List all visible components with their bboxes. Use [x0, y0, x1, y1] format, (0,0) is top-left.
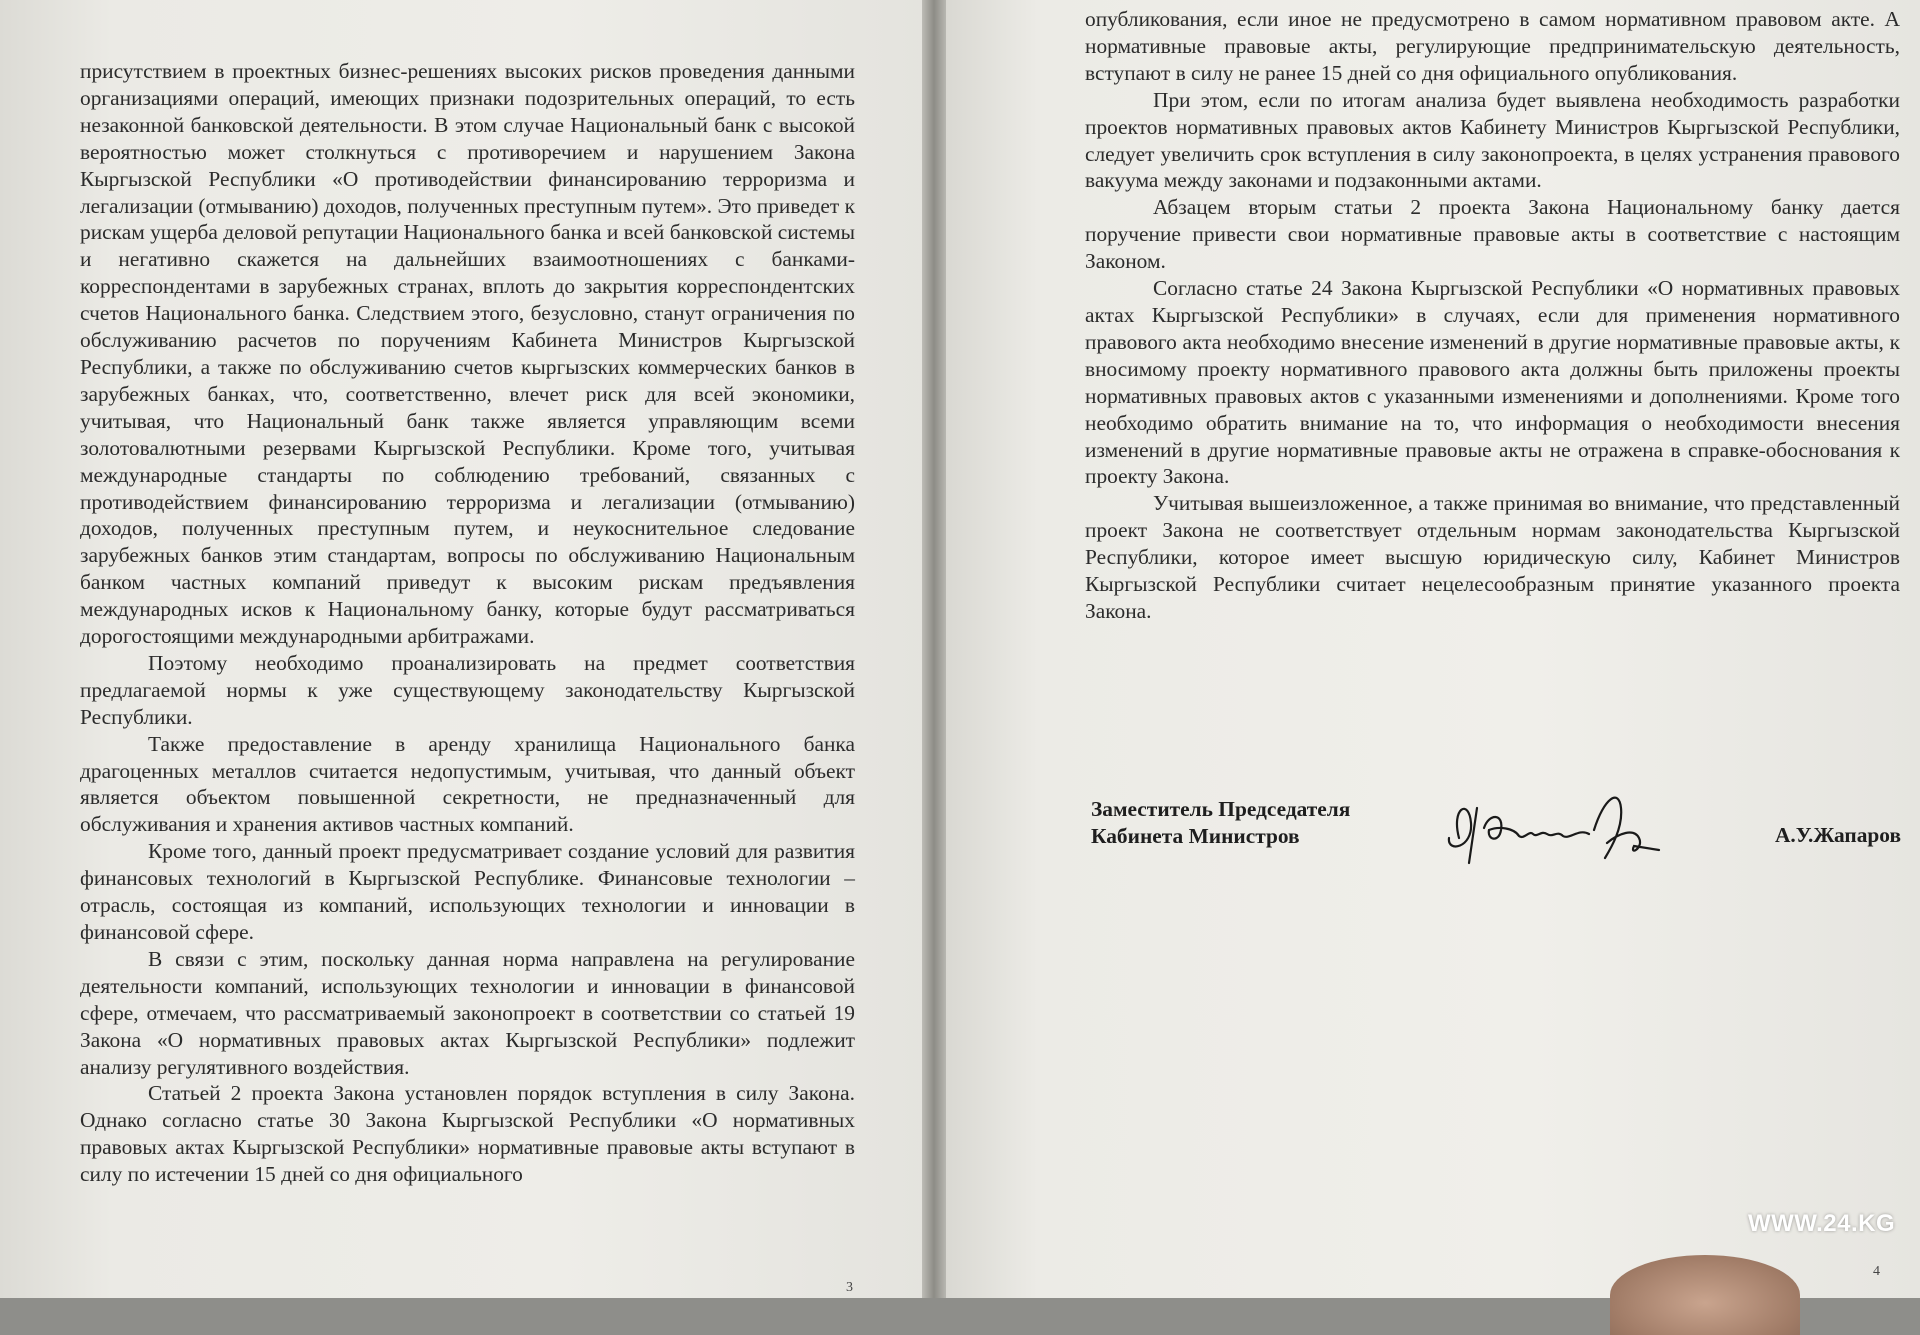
paragraph: Абзацем вторым статьи 2 проекта Закона Национальному банку дается поручение привести свои нормативные правовые акты в соответствие с настоящим Законом.: [1085, 195, 1900, 274]
paragraph: Также предоставление в аренду хранилища Национального банка драгоценных металлов считается недопустимым, учитывая, что данный объект является объектом повышенной секретности, не предназначенный для обслуживания и хранения активов частных компаний.: [80, 731, 855, 837]
signatory-title: [1091, 796, 1350, 850]
finger-overlay: [1610, 1255, 1800, 1335]
paragraph: опубликования, если иное не предусмотрено в самом нормативном правовом акте. А нормативные правовые акты, регулирующие предпринимательскую деятельность, вступают в силу не ранее 15 дней со дня официального опубликования.: [1085, 7, 1900, 85]
paragraph: В связи с этим, поскольку данная норма направлена на регулирование деятельности компаний, использующих технологии и инновации в финансовой сфере, отмечаем, что рассматриваемый законопроект в соответствии со статьей 19 Закона «О нормативных правовых актах Кыргызской Республики» подлежит анализу регулятивного воздействия.: [80, 946, 855, 1079]
watermark-logo: WWW.24.KG: [1748, 1210, 1896, 1237]
paragraph: При этом, если по итогам анализа будет выявлена необходимость разработки проектов нормативных правовых актов Кабинету Министров Кыргызской Республики, следует увеличить срок вступления в силу законопроекта, в целях устранения правового вакуума между законами и подзаконными актами.: [1085, 87, 1900, 193]
paragraph: Учитывая вышеизложенное, а также принимая во внимание, что представленный проект Закона не соответствует отдельным нормам законодательства Кыргызской Республики, которое имеет высшую юридическую силу, Кабинет Министров Кыргызской Республики считает нецелесообразным принятие указанного проекта Закона.: [1085, 491, 1900, 623]
paragraph: Статьей 2 проекта Закона установлен порядок вступления в силу Закона. Однако согласно статье 30 Закона Кыргызской Республики «О нормативных правовых актах Кыргызской Республики» нормативные правовые акты вступают в силу по истечении 15 дней со дня официального: [80, 1081, 855, 1187]
paragraph: Кроме того, данный проект предусматривает создание условий для развития финансовых технологий в Кыргызской Республике. Финансовые технологии – отрасль, состоящая из компаний, использующих технологии и инновации в финансовой сфере.: [80, 839, 855, 944]
signature-block: [1091, 796, 1901, 906]
handwritten-signature: [1429, 768, 1679, 888]
signatory-name: А.У.Жапаров: [1774, 823, 1901, 847]
paragraph: Согласно статье 24 Закона Кыргызской Республики «О нормативных правовых актах Кыргызской Республики» в случаях, если для применения нормативного правового акта необходимо внесение изменений в другие нормативные правовые акты, к вносимому проекту нормативного правового акта должны быть приложены проекты нормативных правовых актов с указанными изменениями и дополнениями. Кроме того необходимо обратить внимание на то, что информация о необходимости внесения изменений в другие нормативные правовые акты не отражена в справке-обоснования к проекту Закона.: [1085, 276, 1900, 489]
page-gutter: [922, 0, 946, 1298]
paragraph: присутствием в проектных бизнес-решениях высоких рисков проведения данными организациями операций, имеющих признаки подозрительных операций, то есть незаконной банковской деятельности. В этом случае Национальный банк с высокой вероятностью может столкнуться с противоречием и нарушением Закона Кыргызской Республики «О противодействии финансированию терроризма и легализации (отмыванию) доходов, полученных преступным путем». Это приведет к рискам ущерба деловой репутации Национального банка и всей банковской системы и негативно скажется на дальнейших взаимоотношениях с банками-корреспондентами в зарубежных странах, вплоть до закрытия корреспондентских счетов Национального банка. Следствием этого, безусловно, станут ограничения по обслуживанию расчетов по поручениям Кабинета Министров Кыргызской Республики, а также по обслуживанию счетов кыргызских коммерческих банков в зарубежных банках, что, соответственно, влечет риск для всей экономики, учитывая, что Национальный банк также является управляющим всеми золотовалютными резервами Кыргызской Республики. Кроме того, учитывая международные стандарты по соблюдению требований, связанных с противодействием финансированию терроризма и легализации (отмыванию) доходов, полученных преступным путем, и неукоснительное следование зарубежных банков этим стандартам, вопросы по обслуживанию Национальным банком частных компаний приведут к высоким рискам предъявления международных исков к Национальному банку, которые будут рассматриваться дорогостоящими международными арбитражами.: [80, 59, 855, 649]
page-number-right: 4: [1873, 1264, 1880, 1279]
signatory-title-line1: Заместитель Председателя: [1091, 797, 1351, 821]
signatory-title-line2: Кабинета Министров: [1091, 824, 1300, 848]
right-page-text: [1085, 6, 1900, 625]
paragraph: Поэтому необходимо проанализировать на предмет соответствия предлагаемой нормы к уже существующему законодательству Кыргызской Республики.: [80, 650, 855, 729]
page-number-left: 3: [846, 1280, 853, 1295]
left-page-text: [80, 58, 855, 1188]
